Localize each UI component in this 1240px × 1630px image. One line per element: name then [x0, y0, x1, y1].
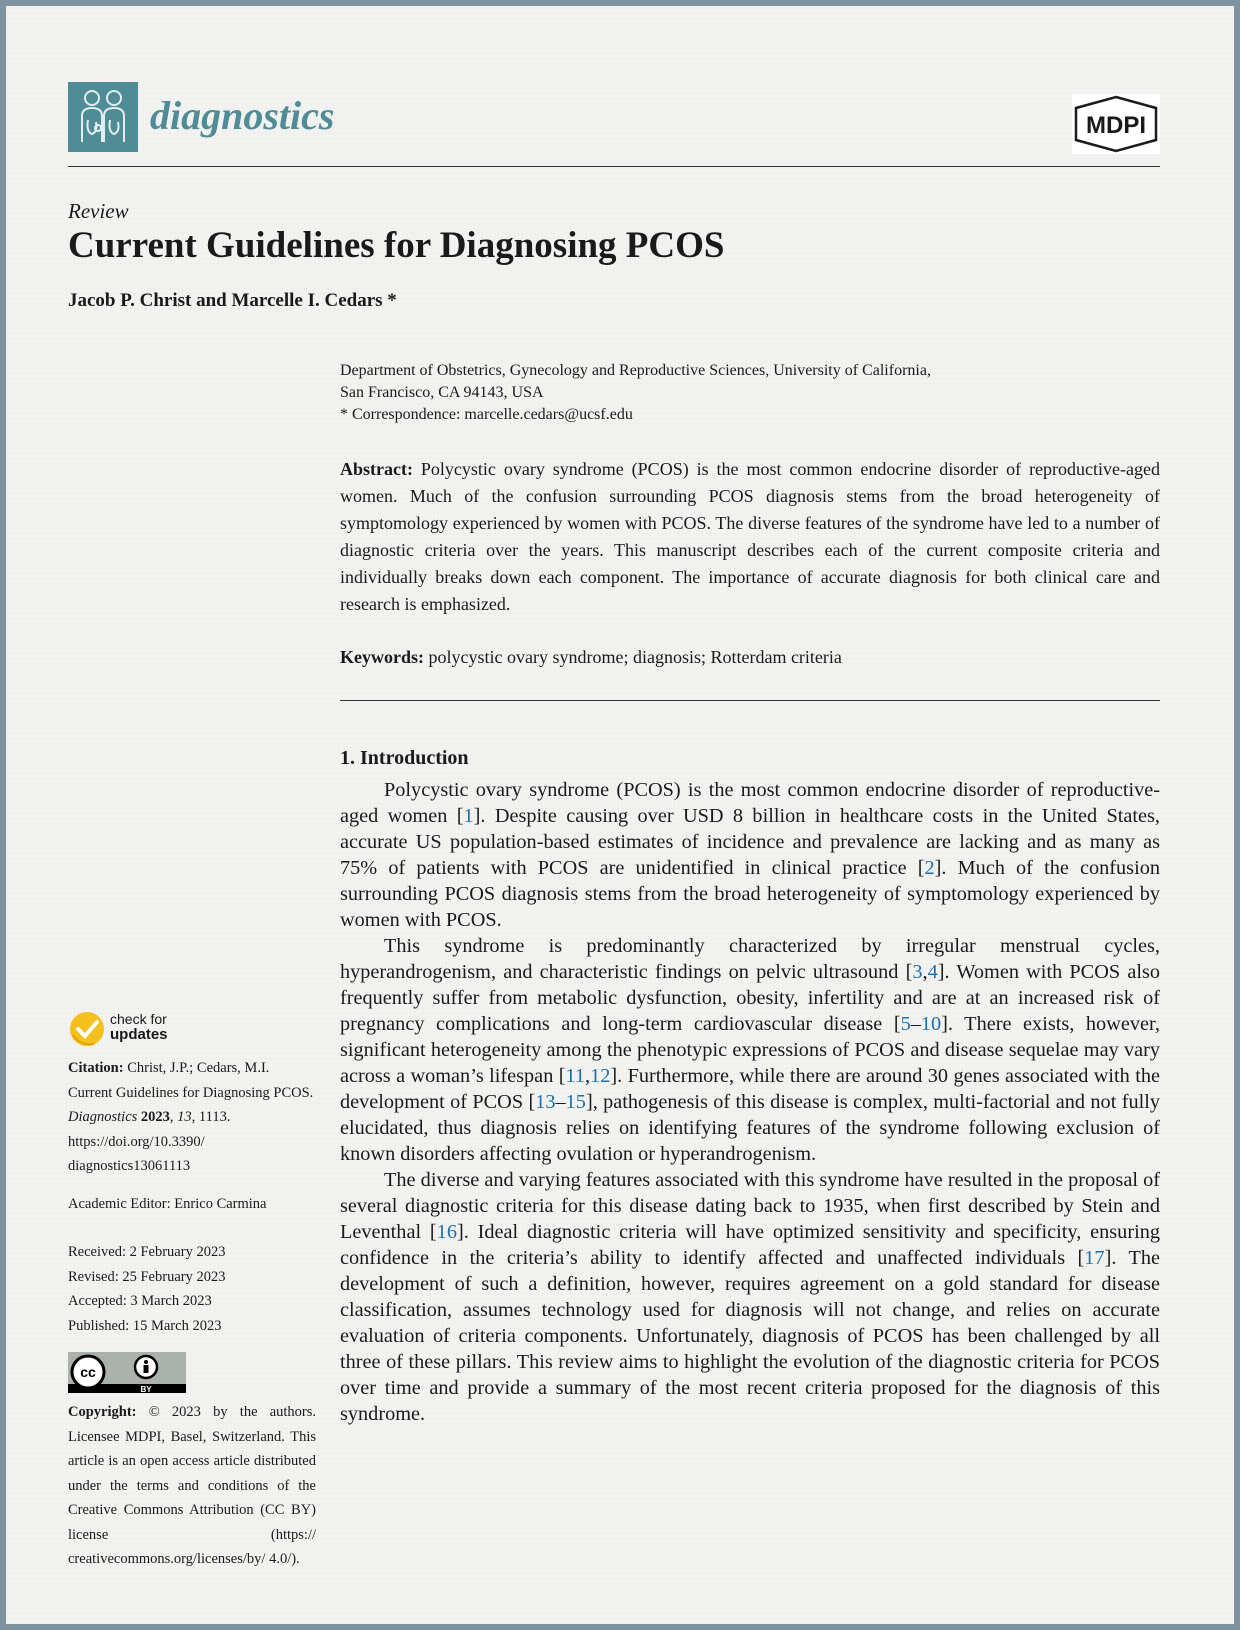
citation-link[interactable]: 10 — [920, 1013, 942, 1035]
publication-dates — [68, 1240, 316, 1338]
abstract-text: Polycystic ovary syndrome (PCOS) is the most common endocrine disorder of reproductive-aged women. Much of the confusion surrounding PCOS diagnosis stems from the broad heterogeneity of symptomology experienced by women with PCOS. The diverse features of the syndrome have led to a number of diagnostic criteria over the years. This manuscript describes each of the current composite criteria and individually breaks down each component. The importance of accurate diagnosis for both clinical care and research is emphasized. — [340, 459, 1160, 614]
citation-link[interactable]: 13 — [535, 1091, 556, 1113]
published-date: Published: 15 March 2023 — [68, 1317, 222, 1334]
citation-link[interactable]: 16 — [436, 1221, 457, 1243]
authors: Jacob P. Christ and Marcelle I. Cedars * — [68, 290, 397, 311]
citation-link[interactable]: 1 — [463, 805, 474, 827]
svg-text:MDPI: MDPI — [1086, 112, 1146, 139]
svg-text:BY: BY — [140, 1385, 152, 1393]
svg-text:cc: cc — [80, 1364, 96, 1380]
keywords-label: Keywords: — [340, 647, 424, 667]
keywords-text: polycystic ovary syndrome; diagnosis; Rotterdam criteria — [428, 647, 842, 667]
section-heading: 1. Introduction — [340, 747, 469, 769]
affiliation — [340, 360, 1160, 426]
revised-date: Revised: 25 February 2023 — [68, 1268, 226, 1285]
section-divider — [340, 700, 1160, 701]
citation-link[interactable]: 17 — [1084, 1247, 1105, 1269]
citation-link[interactable]: 4 — [927, 961, 938, 983]
article-type: Review — [68, 199, 129, 223]
citation-link[interactable]: 3 — [912, 961, 923, 983]
diagnostics-logo-icon — [68, 82, 138, 152]
check-for-updates-label: check for updates — [110, 1011, 168, 1043]
header-divider — [68, 166, 1160, 167]
citation-block: Citation: Christ, J.P.; Cedars, M.I. Current Guidelines for Diagnosing PCOS. Diagnostics 2023, 13, 1113. https://doi.org/10.3390/ diagnostics13061113 — [68, 1060, 314, 1174]
keywords — [340, 644, 1160, 671]
paragraph: Polycystic ovary syndrome (PCOS) is the most common endocrine disorder of reproductive-aged women [1]. Despite causing over USD 8 billion in healthcare costs in the United States, accurate US population-based estimates of incidence and prevalence are lacking and as many as 75% of patients with PCOS are unidentified in clinical practice [2]. Much of the confusion surrounding PCOS diagnosis stems from the broad heterogeneity of symptomology experienced by women with PCOS. — [340, 779, 1160, 931]
abstract — [340, 456, 1160, 618]
citation-link[interactable]: 5 — [900, 1013, 911, 1035]
affiliation-line: Department of Obstetrics, Gynecology and Reproductive Sciences, University of California, — [340, 362, 931, 379]
introduction-body — [340, 777, 1160, 1427]
paragraph: The diverse and varying features associated with this syndrome have resulted in the proposal of several diagnostic criteria for this disease dating back to 1935, when first described by Stein and Leventhal [16]. Ideal diagnostic criteria will have optimized sensitivity and specificity, ensuring confidence in the criteria’s ability to identify affected and unaffected individuals [17]. The development of such a definition, however, requires agreement on a gold standard for disease classification, assumes technology used for diagnosis will not change, and relies on accurate evaluation of criteria components. Unfortunately, diagnosis of PCOS has been challenged by all three of these pillars. This review aims to highlight the evolution of the diagnostic criteria for PCOS over time and provide a summary of the most recent criteria proposed for the diagnosis of this syndrome. — [340, 1169, 1160, 1425]
received-date: Received: 2 February 2023 — [68, 1244, 226, 1260]
citation-link[interactable]: 11 — [565, 1065, 586, 1087]
paragraph: This syndrome is predominantly characterized by irregular menstrual cycles, hyperandrogenism, and characteristic findings on pelvic ultrasound [3,4]. Women with PCOS also frequently suffer from metabolic dysfunction, obesity, infertility and are at an increased risk of pregnancy complications and long-term cardiovascular disease [5–10]. There exists, however, significant heterogeneity among the phenotypic expressions of PCOS and disease sequelae may vary across a woman’s lifespan [11,12]. Furthermore, while there are around 30 genes associated with the development of PCOS [13–15], pathogenesis of this disease is complex, multi-factorial and not fully elucidated, thus diagnosis relies on identifying features of the syndrome following exclusion of known disorders affecting ovulation or hyperandrogenism. — [340, 935, 1161, 1165]
correspondence: * Correspondence: marcelle.cedars@ucsf.edu — [340, 406, 633, 423]
copyright-label: Copyright: — [68, 1404, 137, 1420]
accepted-date: Accepted: 3 March 2023 — [68, 1293, 212, 1309]
article-title: Current Guidelines for Diagnosing PCOS — [68, 225, 725, 266]
citation-link[interactable]: 2 — [924, 857, 935, 879]
citation-label: Citation: — [68, 1060, 124, 1076]
citation-link[interactable]: 12 — [590, 1065, 611, 1087]
mdpi-logo-icon — [1072, 94, 1160, 154]
abstract-label: Abstract: — [340, 459, 413, 479]
journal-name: diagnostics — [150, 93, 335, 138]
copyright-notice: Copyright: © 2023 by the authors. Licensee MDPI, Basel, Switzerland. This article is an open access article distributed under the terms and conditions of the Creative Commons Attribution (CC BY) license (https:// creativecommons.org/licenses/by/ 4.0/). — [68, 1404, 317, 1567]
paper-page — [6, 6, 1234, 1624]
check-for-updates-icon — [68, 1010, 106, 1048]
affiliation-line: San Francisco, CA 94143, USA — [340, 384, 544, 401]
cc-by-license-icon[interactable] — [68, 1352, 186, 1393]
academic-editor: Academic Editor: Enrico Carmina — [68, 1196, 267, 1212]
citation-link[interactable]: 15 — [565, 1091, 586, 1113]
